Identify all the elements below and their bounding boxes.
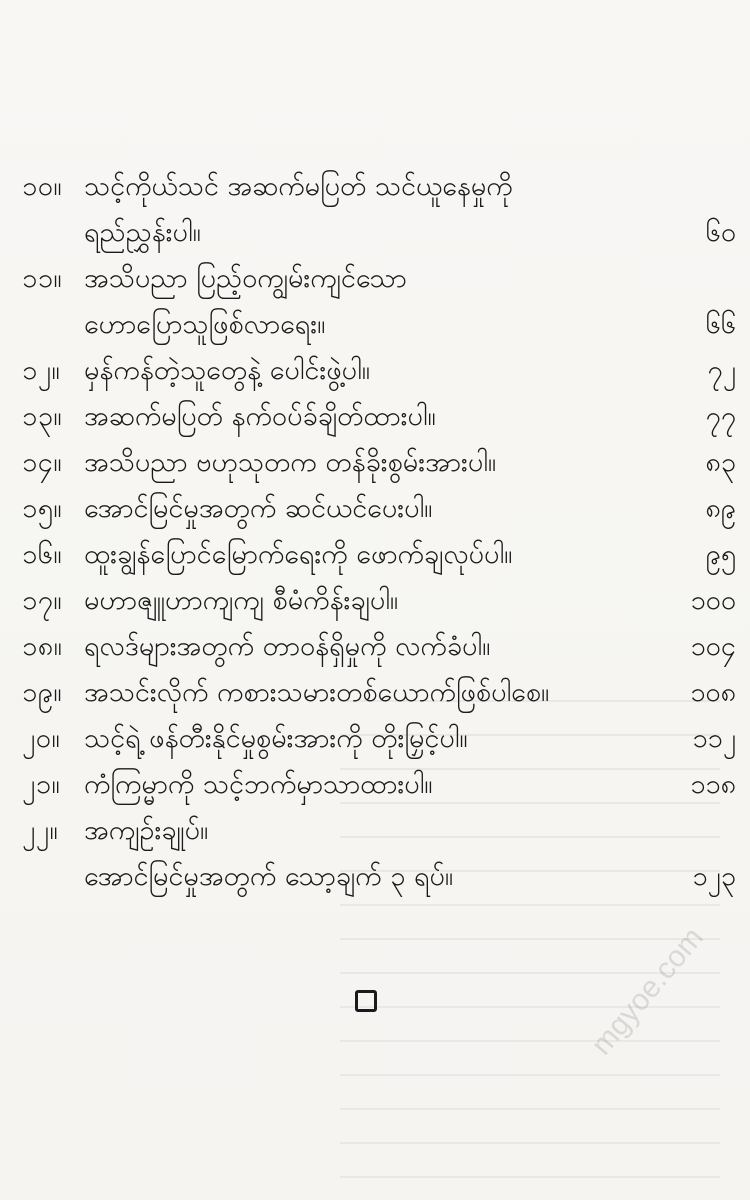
toc-page-number: ၁၀၈ — [690, 677, 736, 708]
toc-title-continued: အောင်မြင်မှုအတွက် သော့ချက် ၃ ရပ်။ — [84, 861, 454, 892]
toc-title: သင့်ကိုယ်သင် အဆက်မပြတ် သင်ယူနေမှုကို — [84, 171, 513, 202]
toc-title: ကံကြမ္မာကို သင့်ဘက်မှာသာထားပါ။ — [84, 769, 433, 800]
toc-page-number: ၁၁၂ — [692, 723, 736, 754]
watermark: mgyoe.com — [585, 921, 710, 1062]
toc-title: အသိပညာ ဗဟုသုတက တန်ခိုးစွမ်းအားပါ။ — [84, 447, 497, 478]
toc-page-number: ၇၂ — [707, 355, 736, 386]
toc-entry — [0, 440, 750, 486]
toc-title-continued: ရည်ညွှန်းပါ။ — [84, 217, 201, 248]
toc-title: သင့်ရဲ့ ဖန်တီးနိုင်မှုစွမ်းအားကို တိုးမြှင့်ပါ။ — [84, 723, 468, 754]
toc-entry — [0, 394, 750, 440]
toc-page-number: ၆၀ — [705, 217, 736, 248]
toc-page-number: ၁၀၀ — [690, 585, 736, 616]
toc-page-number: ၈၃ — [705, 447, 736, 478]
toc-number: ၁၅။ — [22, 493, 63, 524]
toc-entry — [0, 670, 750, 716]
toc-title-continued: ဟောပြောသူဖြစ်လာရေး။ — [84, 309, 326, 340]
toc-title: အသိပညာ ပြည့်ဝကျွမ်းကျင်သော — [84, 263, 407, 294]
toc-entry — [0, 486, 750, 532]
toc-title: အောင်မြင်မှုအတွက် ဆင်ယင်ပေးပါ။ — [84, 493, 433, 524]
toc-number: ၁၆။ — [22, 539, 63, 570]
toc-page-number: ၈၉ — [705, 493, 736, 524]
toc-title: ထူးချွန်ပြောင်မြောက်ရေးကို ဖောက်ချလုပ်ပါ။ — [84, 539, 513, 570]
toc-entry — [0, 716, 750, 762]
toc-number: ၁၂။ — [22, 355, 61, 386]
toc-number: ၁၈။ — [22, 631, 63, 662]
toc-number: ၁၁။ — [22, 263, 63, 294]
toc-number: ၁၀။ — [22, 171, 63, 202]
toc-title: အဆက်မပြတ် နက်ဝပ်ခ်ချိတ်ထားပါ။ — [84, 401, 436, 432]
toc-title: မှန်ကန်တဲ့သူတွေနဲ့ ပေါင်းဖွဲ့ပါ။ — [84, 355, 370, 386]
toc-title: မဟာဇျူဟာကျကျ စီမံကိန်းချပါ။ — [84, 585, 399, 616]
toc-number: ၁၉။ — [22, 677, 63, 708]
toc-entry — [0, 348, 750, 394]
toc-title: ရလဒ်များအတွက် တာဝန်ရှိမှုကို လက်ခံပါ။ — [84, 631, 491, 662]
toc-entry — [0, 164, 750, 256]
toc-page-number: ၇၇ — [705, 401, 736, 432]
toc-page-number: ၁၁၈ — [690, 769, 736, 800]
toc-entry — [0, 762, 750, 808]
toc-entry — [0, 808, 750, 900]
toc-entry — [0, 256, 750, 348]
table-of-contents — [0, 164, 750, 900]
toc-entry — [0, 578, 750, 624]
toc-number: ၁၄။ — [22, 447, 63, 478]
toc-page-number: ၆၆ — [705, 309, 736, 340]
toc-number: ၂၂။ — [22, 815, 59, 846]
toc-number: ၁၃။ — [22, 401, 63, 432]
toc-title: အသင်းလိုက် ကစားသမားတစ်ယောက်ဖြစ်ပါစေ။ — [84, 677, 550, 708]
toc-page-number: ၁၂၃ — [692, 861, 736, 892]
toc-title: အကျဉ်းချုပ်။ — [84, 815, 209, 846]
toc-number: ၁၇။ — [22, 585, 63, 616]
toc-entry — [0, 532, 750, 578]
toc-number: ၂၁။ — [22, 769, 61, 800]
toc-page-number: ၉၅ — [705, 539, 736, 570]
end-of-section-mark — [355, 990, 377, 1012]
toc-page-number: ၁၀၄ — [690, 631, 736, 662]
toc-number: ၂၀။ — [22, 723, 61, 754]
toc-entry — [0, 624, 750, 670]
